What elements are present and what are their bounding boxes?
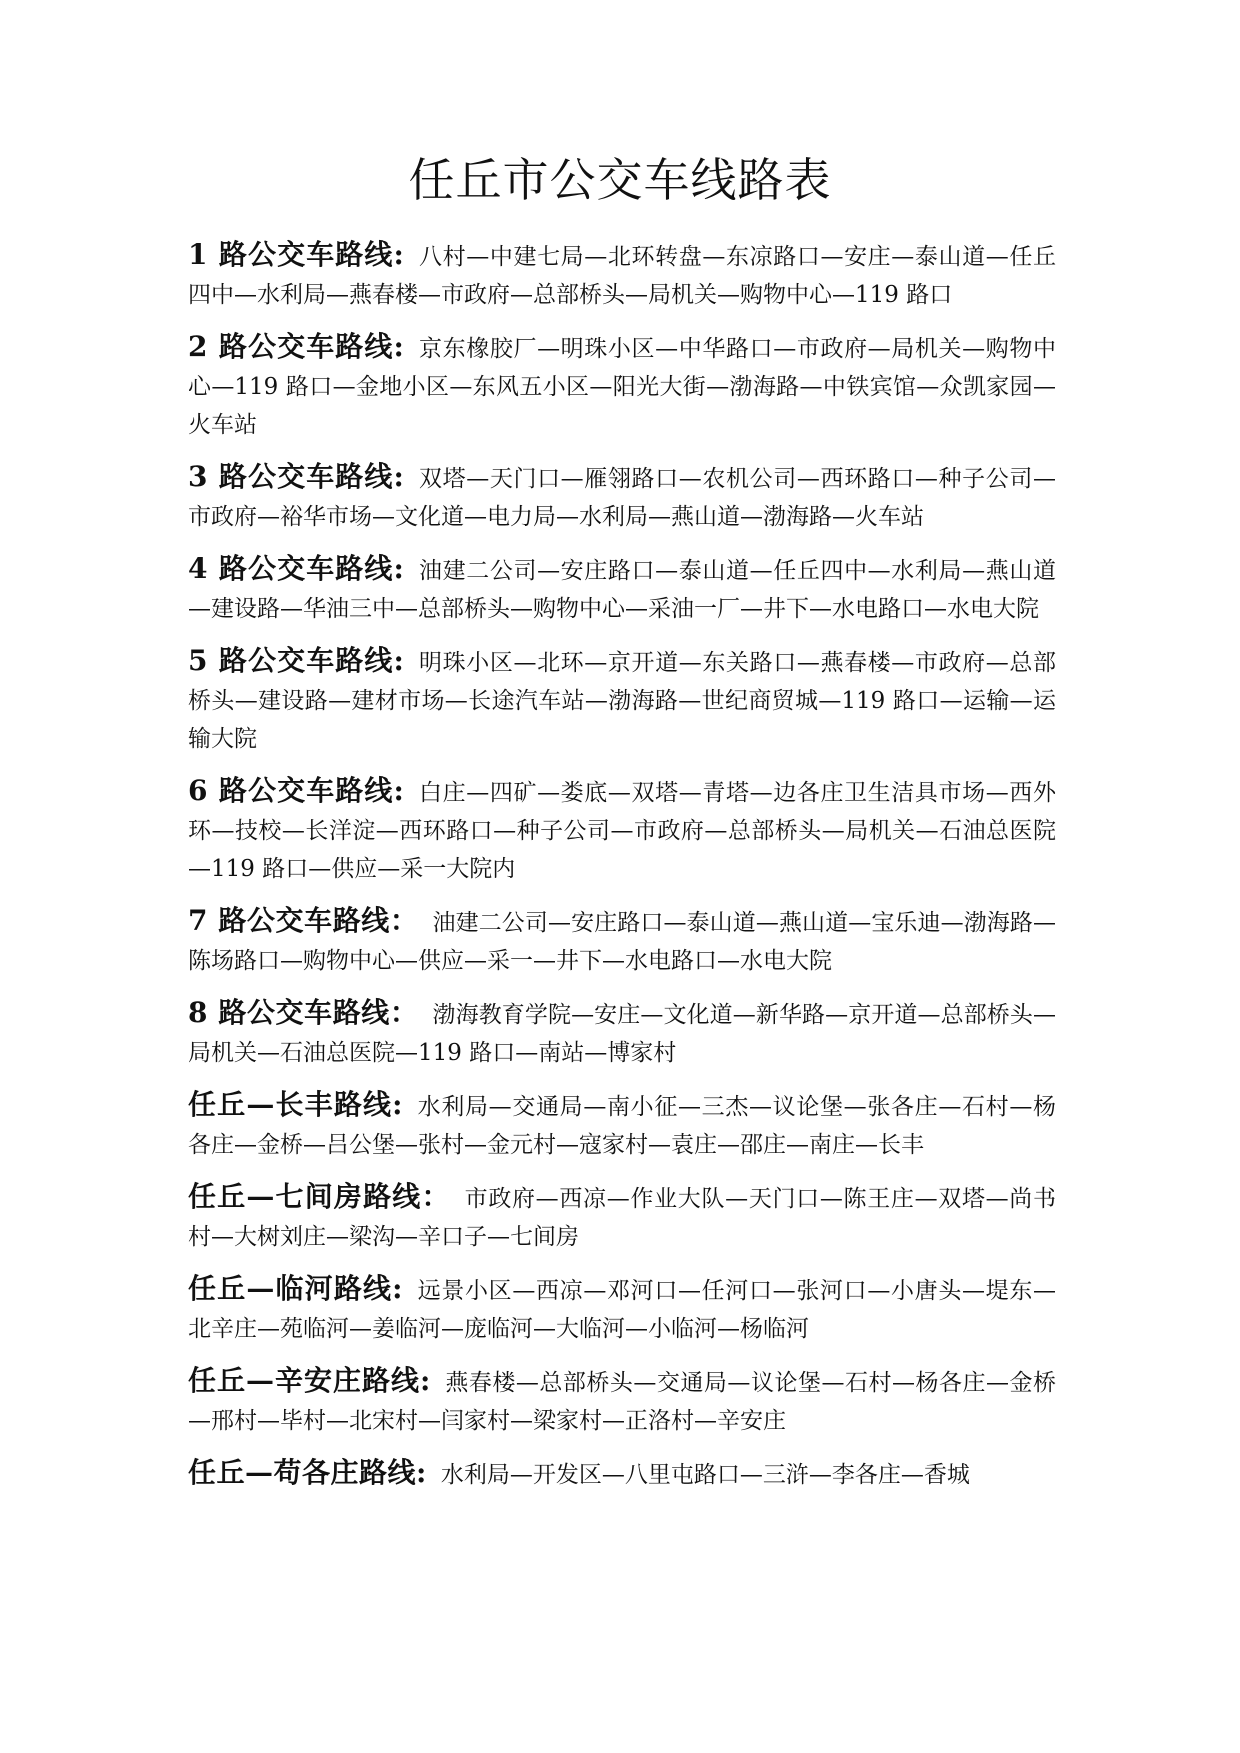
route-label: 任丘—长丰路线: bbox=[188, 1088, 404, 1121]
route-stops: 油建二公司—安庄路口—泰山道—燕山道—宝乐迪—渤海路—陈场路口—购物中心—供应—采一—井下—水电路口—水电大院 bbox=[188, 910, 1056, 974]
route-label: 4 路公交车路线: bbox=[188, 552, 405, 585]
route-entry-4 bbox=[188, 550, 1056, 628]
route-label: 6 路公交车路线: bbox=[188, 774, 405, 807]
route-entry-5 bbox=[188, 642, 1056, 758]
route-stops: 市政府—西凉—作业大队—天门口—陈王庄—双塔—尚书村—大树刘庄—梁沟—辛口子—七间房 bbox=[188, 1186, 1056, 1250]
route-entry-qijianfang bbox=[188, 1178, 1056, 1256]
route-stops: 双塔—天门口—雁翎路口—农机公司—西环路口—种子公司—市政府—裕华市场—文化道—电力局—水利局—燕山道—渤海路—火车站 bbox=[188, 466, 1056, 530]
route-label: 7 路公交车路线： bbox=[188, 904, 419, 937]
route-entry-2 bbox=[188, 328, 1056, 444]
route-stops: 明珠小区—北环—京开道—东关路口—燕春楼—市政府—总部桥头—建设路—建材市场—长途汽车站—渤海路—世纪商贸城—119 路口—运输—运输大院 bbox=[188, 650, 1056, 752]
route-label: 3 路公交车路线: bbox=[188, 460, 405, 493]
route-entry-xinanzhuang bbox=[188, 1362, 1056, 1440]
route-entry-8 bbox=[188, 994, 1056, 1072]
document-title: 任丘市公交车线路表 bbox=[408, 153, 832, 207]
route-label: 任丘—苟各庄路线: bbox=[188, 1456, 427, 1489]
route-label: 8 路公交车路线： bbox=[188, 996, 419, 1029]
route-label: 任丘—临河路线: bbox=[188, 1272, 404, 1305]
route-stops: 远景小区—西凉—邓河口—任河口—张河口—小唐头—堤东—北辛庄—苑临河—姜临河—庞临河—大临河—小临河—杨临河 bbox=[188, 1278, 1057, 1342]
route-label: 任丘—七间房路线： bbox=[188, 1180, 451, 1213]
route-entry-3 bbox=[188, 458, 1056, 536]
route-stops: 燕春楼—总部桥头—交通局—议论堡—石村—杨各庄—金桥—邢村—毕村—北宋村—闫家村—梁家村—正洛村—辛安庄 bbox=[188, 1370, 1056, 1434]
route-entry-7 bbox=[188, 902, 1056, 980]
route-stops: 油建二公司—安庄路口—泰山道—任丘四中—水利局—燕山道—建设路—华油三中—总部桥头—购物中心—采油一厂—井下—水电路口—水电大院 bbox=[188, 558, 1056, 622]
route-label: 2 路公交车路线: bbox=[188, 330, 405, 363]
route-entry-gougezhuang bbox=[188, 1454, 1056, 1494]
route-stops: 八村—中建七局—北环转盘—东凉路口—安庄—泰山道—任丘四中—水利局—燕春楼—市政府—总部桥头—局机关—购物中心—119 路口 bbox=[188, 244, 1056, 308]
route-label: 1 路公交车路线: bbox=[188, 238, 405, 271]
route-list bbox=[188, 236, 1056, 1508]
route-label: 任丘—辛安庄路线: bbox=[188, 1364, 431, 1397]
route-stops: 水利局—交通局—南小征—三杰—议论堡—张各庄—石村—杨各庄—金桥—吕公堡—张村—金元村—寇家村—袁庄—邵庄—南庄—长丰 bbox=[188, 1094, 1057, 1158]
route-entry-changfeng bbox=[188, 1086, 1056, 1164]
route-entry-1 bbox=[188, 236, 1056, 314]
route-stops: 水利局—开发区—八里屯路口—三浒—李各庄—香城 bbox=[440, 1462, 970, 1488]
route-stops: 渤海教育学院—安庄—文化道—新华路—京开道—总部桥头—局机关—石油总医院—119 路口—南站—博家村 bbox=[188, 1002, 1056, 1066]
route-entry-linhe bbox=[188, 1270, 1056, 1348]
route-entry-6 bbox=[188, 772, 1056, 888]
route-label: 5 路公交车路线: bbox=[188, 644, 405, 677]
route-stops: 京东橡胶厂—明珠小区—中华路口—市政府—局机关—购物中心—119 路口—金地小区—东风五小区—阳光大街—渤海路—中铁宾馆—众凯家园—火车站 bbox=[188, 336, 1056, 438]
route-stops: 白庄—四矿—娄底—双塔—青塔—边各庄卫生洁具市场—西外环—技校—长洋淀—西环路口—种子公司—市政府—总部桥头—局机关—石油总医院—119 路口—供应—采一大院内 bbox=[188, 780, 1057, 882]
